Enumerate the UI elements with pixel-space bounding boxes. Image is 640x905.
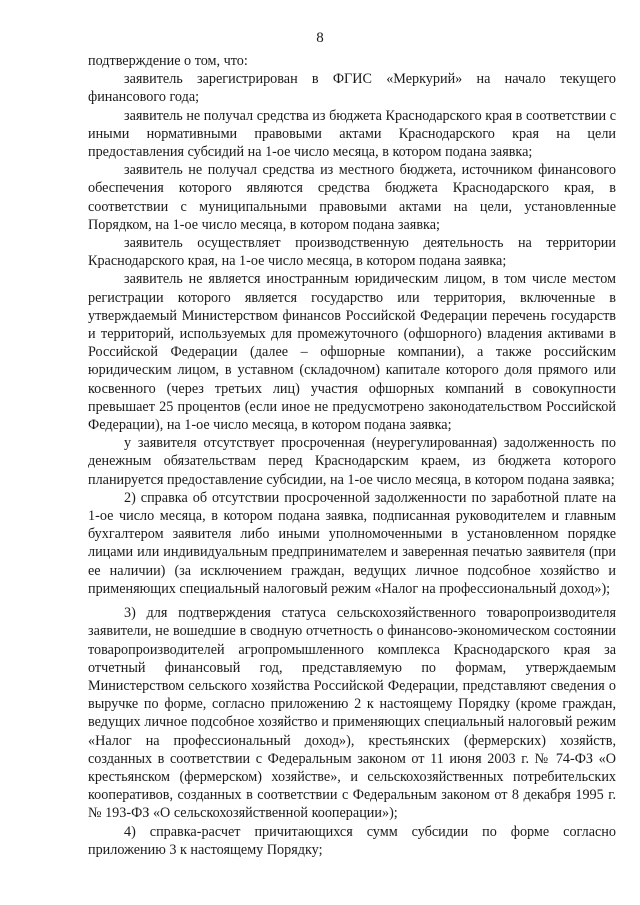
paragraph-mercury: заявитель зарегистрирован в ФГИС «Меркурий» на начало текущего финансового года; <box>88 71 616 106</box>
paragraph-intro: подтверждение о том, что: <box>88 53 248 69</box>
document-body <box>88 52 616 859</box>
paragraph-item-3: 3) для подтверждения статуса сельскохозяйственного товаропроизводителя заявители, не вошедшие в сводную отчетность о финансово-экономическом состоянии товаропроизводителей агропромышленного комплекса Краснодарского края за отчетный финансовый год, представляемую по формам, утверждаемым Министерством сельского хозяйства Российской Федерации, представляют сведения о выручке по форме, согласно приложению 2 к настоящему Порядку (кроме граждан, ведущих личное подсобное хозяйство и применяющих специальный налоговый режим «Налог на профессиональный доход»), крестьянских (фермерских) хозяйств, созданных в соответствии с Федеральным законом от 11 июня 2003 г. № 74-ФЗ «О крестьянском (фермерском) хозяйстве», и сельскохозяйственных потребительских кооперативов, созданных в соответствии с Федеральным законом от 8 декабря 1995 г. № 193-ФЗ «О сельскохозяйственной кооперации»); <box>88 605 616 822</box>
paragraph-production-activity: заявитель осуществляет производственную деятельность на территории Краснодарского края, на 1-ое число месяца, в котором подана заявка; <box>88 235 616 270</box>
paragraph-debt: у заявителя отсутствует просроченная (неурегулированная) задолженность по денежным обязательствам перед Краснодарским краем, из бюджета которого планируется предоставление субсидии, на 1-ое число месяца, в котором подана заявка; <box>88 435 616 488</box>
paragraph-offshore: заявитель не является иностранным юридическим лицом, в том числе местом регистрации которого является государство или территория, включенные в утверждаемый Министерством финансов Российской Федерации перечень государств и территорий, используемых для промежуточного (офшорного) владения активами в Российской Федерации (далее – офшорные компании), а также российским юридическим лицом, в уставном (складочном) капитале которого доля прямого или косвенного (через третьих лиц) участия офшорных компаний в совокупности превышает 25 процентов (если иное не предусмотрено законодательством Российской Федерации), на 1-ое число месяца, в котором подана заявка; <box>88 271 616 434</box>
paragraph-item-2: 2) справка об отсутствии просроченной задолженности по заработной плате на 1-ое число месяца, в котором подана заявка, подписанная руководителем и главным бухгалтером заявителя либо иными уполномоченными в установленном порядке лицами или индивидуальным предпринимателем и заверенная печатью заявителя (при ее наличии) (за исключением граждан, ведущих личное подсобное хозяйство и применяющих специальный налоговый режим «Налог на профессиональный доход»); <box>88 489 616 597</box>
paragraph-local-budget: заявитель не получал средства из местного бюджета, источником финансового обеспечения которого являются средства бюджета Краснодарского края, в соответствии с муниципальными правовыми актами на цели, установленные Порядком, на 1-ое число месяца, в котором подана заявка; <box>88 162 616 233</box>
paragraph-regional-budget: заявитель не получал средства из бюджета Краснодарского края в соответствии с иными нормативными правовыми актами Краснодарского края на цели предоставления субсидий на 1-ое число месяца, в котором подана заявка; <box>88 107 616 161</box>
paragraph-item-4: 4) справка-расчет причитающихся сумм субсидии по форме согласно приложению 3 к настоящему Порядку; <box>88 823 616 858</box>
page-number: 8 <box>316 30 324 46</box>
